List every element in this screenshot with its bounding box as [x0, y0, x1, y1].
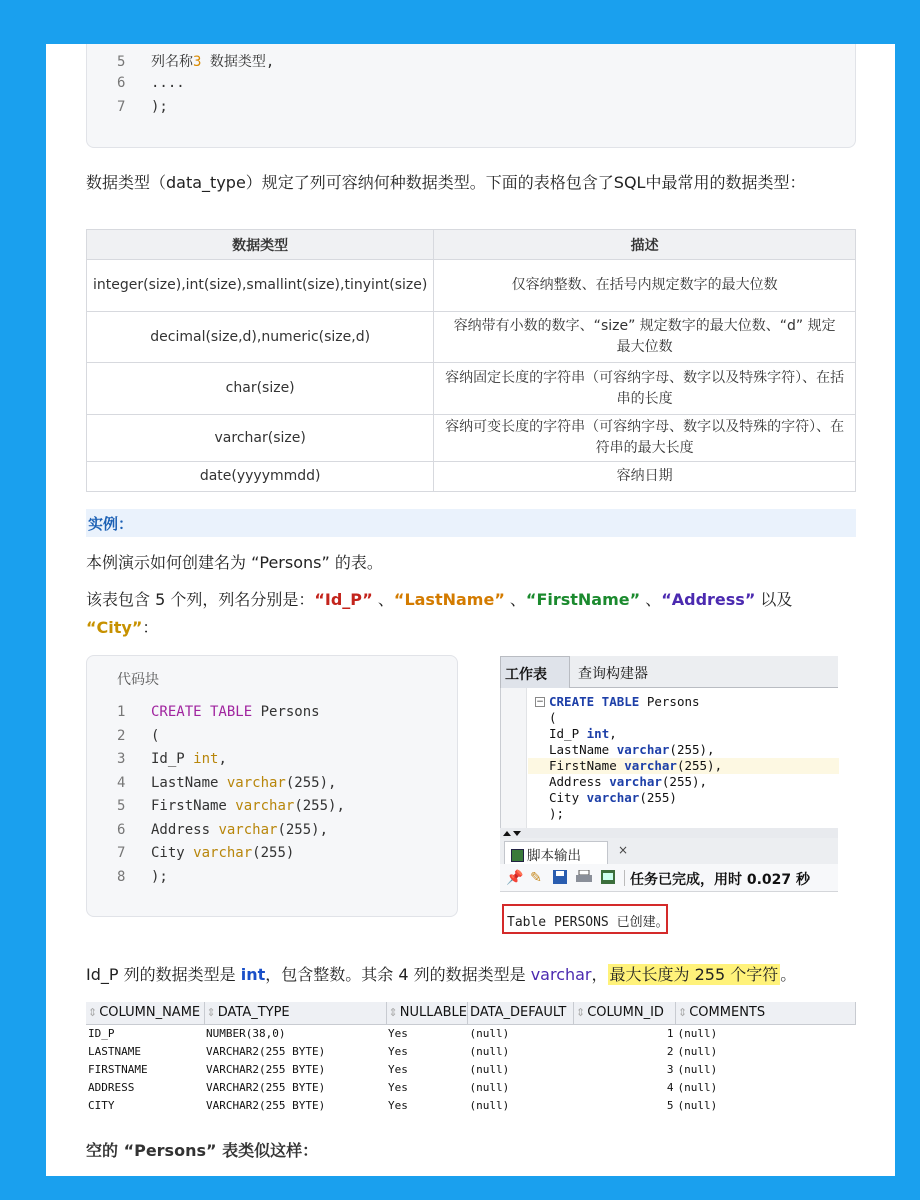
footer-heading: 空的 “Persons” 表类似这样： — [86, 1141, 319, 1160]
table-row — [87, 260, 856, 312]
cell: VARCHAR2(255 BYTE) — [206, 1062, 326, 1076]
table-row[interactable] — [86, 1042, 856, 1060]
sql-developer-screenshot — [500, 656, 840, 940]
intro-paragraph: 数据类型（data_type）规定了列可容纳何种数据类型。下面的表格包含了SQL中最常用的数据类型： — [86, 173, 806, 192]
splitter-arrows-icon[interactable] — [502, 829, 522, 837]
code-block-label: 代码块 — [117, 672, 159, 688]
col-header-column-id[interactable]: ⇕ COLUMN_ID — [574, 1002, 676, 1024]
cell: 2 — [666, 1044, 674, 1058]
cell: 5 — [666, 1098, 674, 1112]
cell: Yes — [388, 1098, 408, 1112]
cell: Yes — [388, 1026, 408, 1040]
table-row — [87, 415, 856, 462]
table-row[interactable] — [86, 1096, 856, 1114]
col-header-data-default[interactable]: DATA_DEFAULT — [468, 1002, 574, 1024]
cell: VARCHAR2(255 BYTE) — [206, 1044, 326, 1058]
table-row[interactable] — [86, 1060, 856, 1078]
cell: ADDRESS — [88, 1080, 135, 1094]
desc-cell: 容纳固定长度的字符串（可容纳字母、数字以及特殊字符）、在括 串的长度 — [434, 363, 856, 415]
sql-line: ( — [549, 710, 557, 725]
code-line: 2 ( — [117, 728, 160, 744]
table-row — [87, 312, 856, 363]
cell: VARCHAR2(255 BYTE) — [206, 1080, 326, 1094]
code-line: 8 ); — [117, 869, 168, 885]
col-header-nullable[interactable]: ⇕ NULLABLE — [386, 1002, 468, 1024]
code-line: 6 Address varchar(255), — [117, 822, 329, 838]
code-line: 3 Id_P int, — [117, 751, 227, 767]
code-line: 6 .... — [117, 75, 185, 91]
table-row — [87, 462, 856, 492]
document-page — [46, 44, 895, 1176]
cell: (null) — [677, 1044, 718, 1058]
worksheet-tabs — [500, 656, 838, 688]
desc-cell: 容纳日期 — [434, 462, 856, 492]
open-file-icon[interactable] — [600, 870, 616, 886]
sql-line: ); — [549, 806, 565, 821]
output-toolbar — [500, 864, 838, 892]
close-icon[interactable]: × — [618, 843, 629, 857]
code-line: 1 CREATE TABLE Persons — [117, 704, 320, 720]
cell: Yes — [388, 1080, 408, 1094]
example-line-2: 该表包含 5 个列，列名分别是：“Id_P” 、“LastName” 、“FirstName” 、“Address” 以及 “City”： — [86, 590, 793, 637]
table-row — [87, 363, 856, 415]
type-cell: char(size) — [87, 363, 434, 415]
result-message: Table PERSONS 已创建。 — [502, 904, 668, 934]
col-header-comments[interactable]: ⇕ COMMENTS — [676, 1002, 856, 1024]
sql-editor[interactable] — [500, 688, 838, 828]
tab-script-output[interactable]: 脚本输出 — [504, 841, 608, 864]
cell: (null) — [677, 1098, 718, 1112]
code-line: 5 FirstName varchar(255), — [117, 798, 345, 814]
cell: 4 — [666, 1080, 674, 1094]
desc-cell: 仅容纳整数、在括号内规定数字的最大位数 — [434, 260, 856, 312]
type-cell: varchar(size) — [87, 415, 434, 462]
print-icon[interactable] — [576, 870, 592, 886]
code-line: 7 City varchar(255) — [117, 845, 295, 861]
columns-table — [86, 1002, 856, 1114]
cell: (null) — [469, 1044, 510, 1058]
script-output-icon — [511, 849, 524, 862]
cell: (null) — [469, 1080, 510, 1094]
cell: FIRSTNAME — [88, 1062, 148, 1076]
header-desc: 描述 — [434, 230, 856, 260]
sql-line: Address varchar(255), — [549, 774, 708, 789]
cell: 1 — [666, 1026, 674, 1040]
eraser-icon[interactable]: ✎ — [530, 870, 542, 886]
cell: VARCHAR2(255 BYTE) — [206, 1098, 326, 1112]
table-header-row — [87, 230, 856, 260]
sql-line: City varchar(255) — [549, 790, 677, 805]
cell: CITY — [88, 1098, 115, 1112]
task-status: 任务已完成，用时 0.027 秒 — [630, 872, 811, 888]
output-tab-bar — [500, 838, 838, 864]
sql-line: CREATE TABLE Persons — [549, 694, 700, 709]
data-types-table — [86, 229, 856, 492]
code-line: 4 LastName varchar(255), — [117, 775, 337, 791]
code-block-create-table — [86, 655, 458, 917]
cell: (null) — [469, 1062, 510, 1076]
save-icon[interactable] — [552, 870, 568, 886]
editor-gutter — [501, 688, 527, 828]
cell: NUMBER(38,0) — [206, 1026, 286, 1040]
sql-line: Id_P int, — [549, 726, 617, 741]
cell: Yes — [388, 1044, 408, 1058]
tab-worksheet[interactable]: 工作表 — [500, 656, 570, 688]
sql-line: FirstName varchar(255), — [549, 758, 723, 773]
table-row[interactable] — [86, 1078, 856, 1096]
blue-frame — [10, 10, 910, 1190]
example-line-1: 本例演示如何创建名为 “Persons” 的表。 — [86, 553, 383, 572]
table-header-row — [86, 1002, 856, 1024]
cell: Yes — [388, 1062, 408, 1076]
pin-icon[interactable]: 📌 — [506, 870, 524, 886]
type-cell: decimal(size,d),numeric(size,d) — [87, 312, 434, 363]
cell: LASTNAME — [88, 1044, 141, 1058]
cell: 3 — [666, 1062, 674, 1076]
panel-splitter[interactable] — [500, 828, 838, 838]
table-row[interactable] — [86, 1024, 856, 1042]
type-cell: date(yyyymmdd) — [87, 462, 434, 492]
collapse-icon[interactable]: − — [536, 697, 544, 707]
cell: (null) — [469, 1026, 510, 1040]
code-block-top — [86, 44, 856, 148]
header-type: 数据类型 — [87, 230, 434, 260]
code-line: 5 列名称3 数据类型, — [117, 54, 275, 70]
cell: (null) — [677, 1062, 718, 1076]
col-header-data-type[interactable]: ⇕ DATA_TYPE — [204, 1002, 386, 1024]
sql-line: LastName varchar(255), — [549, 742, 715, 757]
desc-cell: 容纳带有小数的数字、“size” 规定数字的最大位数、“d” 规定 最大位数 — [434, 312, 856, 363]
cell: (null) — [677, 1080, 718, 1094]
cell: ID_P — [88, 1026, 115, 1040]
tab-query-builder[interactable]: 查询构建器 — [578, 666, 648, 682]
cell: (null) — [469, 1098, 510, 1112]
cell: (null) — [677, 1026, 718, 1040]
example-heading: 实例： — [86, 509, 856, 537]
col-header-column-name[interactable]: ⇕ COLUMN_NAME — [86, 1002, 204, 1024]
desc-cell: 容纳可变长度的字符串（可容纳字母、数字以及特殊的字符）、在 符串的最大长度 — [434, 415, 856, 462]
code-line: 7 ); — [117, 99, 168, 115]
summary-paragraph: Id_P 列的数据类型是 int，包含整数。其余 4 列的数据类型是 varchar， 最大长度为 255 个字符 。 — [86, 965, 797, 984]
type-cell: integer(size),int(size),smallint(size),tinyint(size) — [87, 260, 434, 312]
toolbar-divider — [624, 870, 625, 886]
